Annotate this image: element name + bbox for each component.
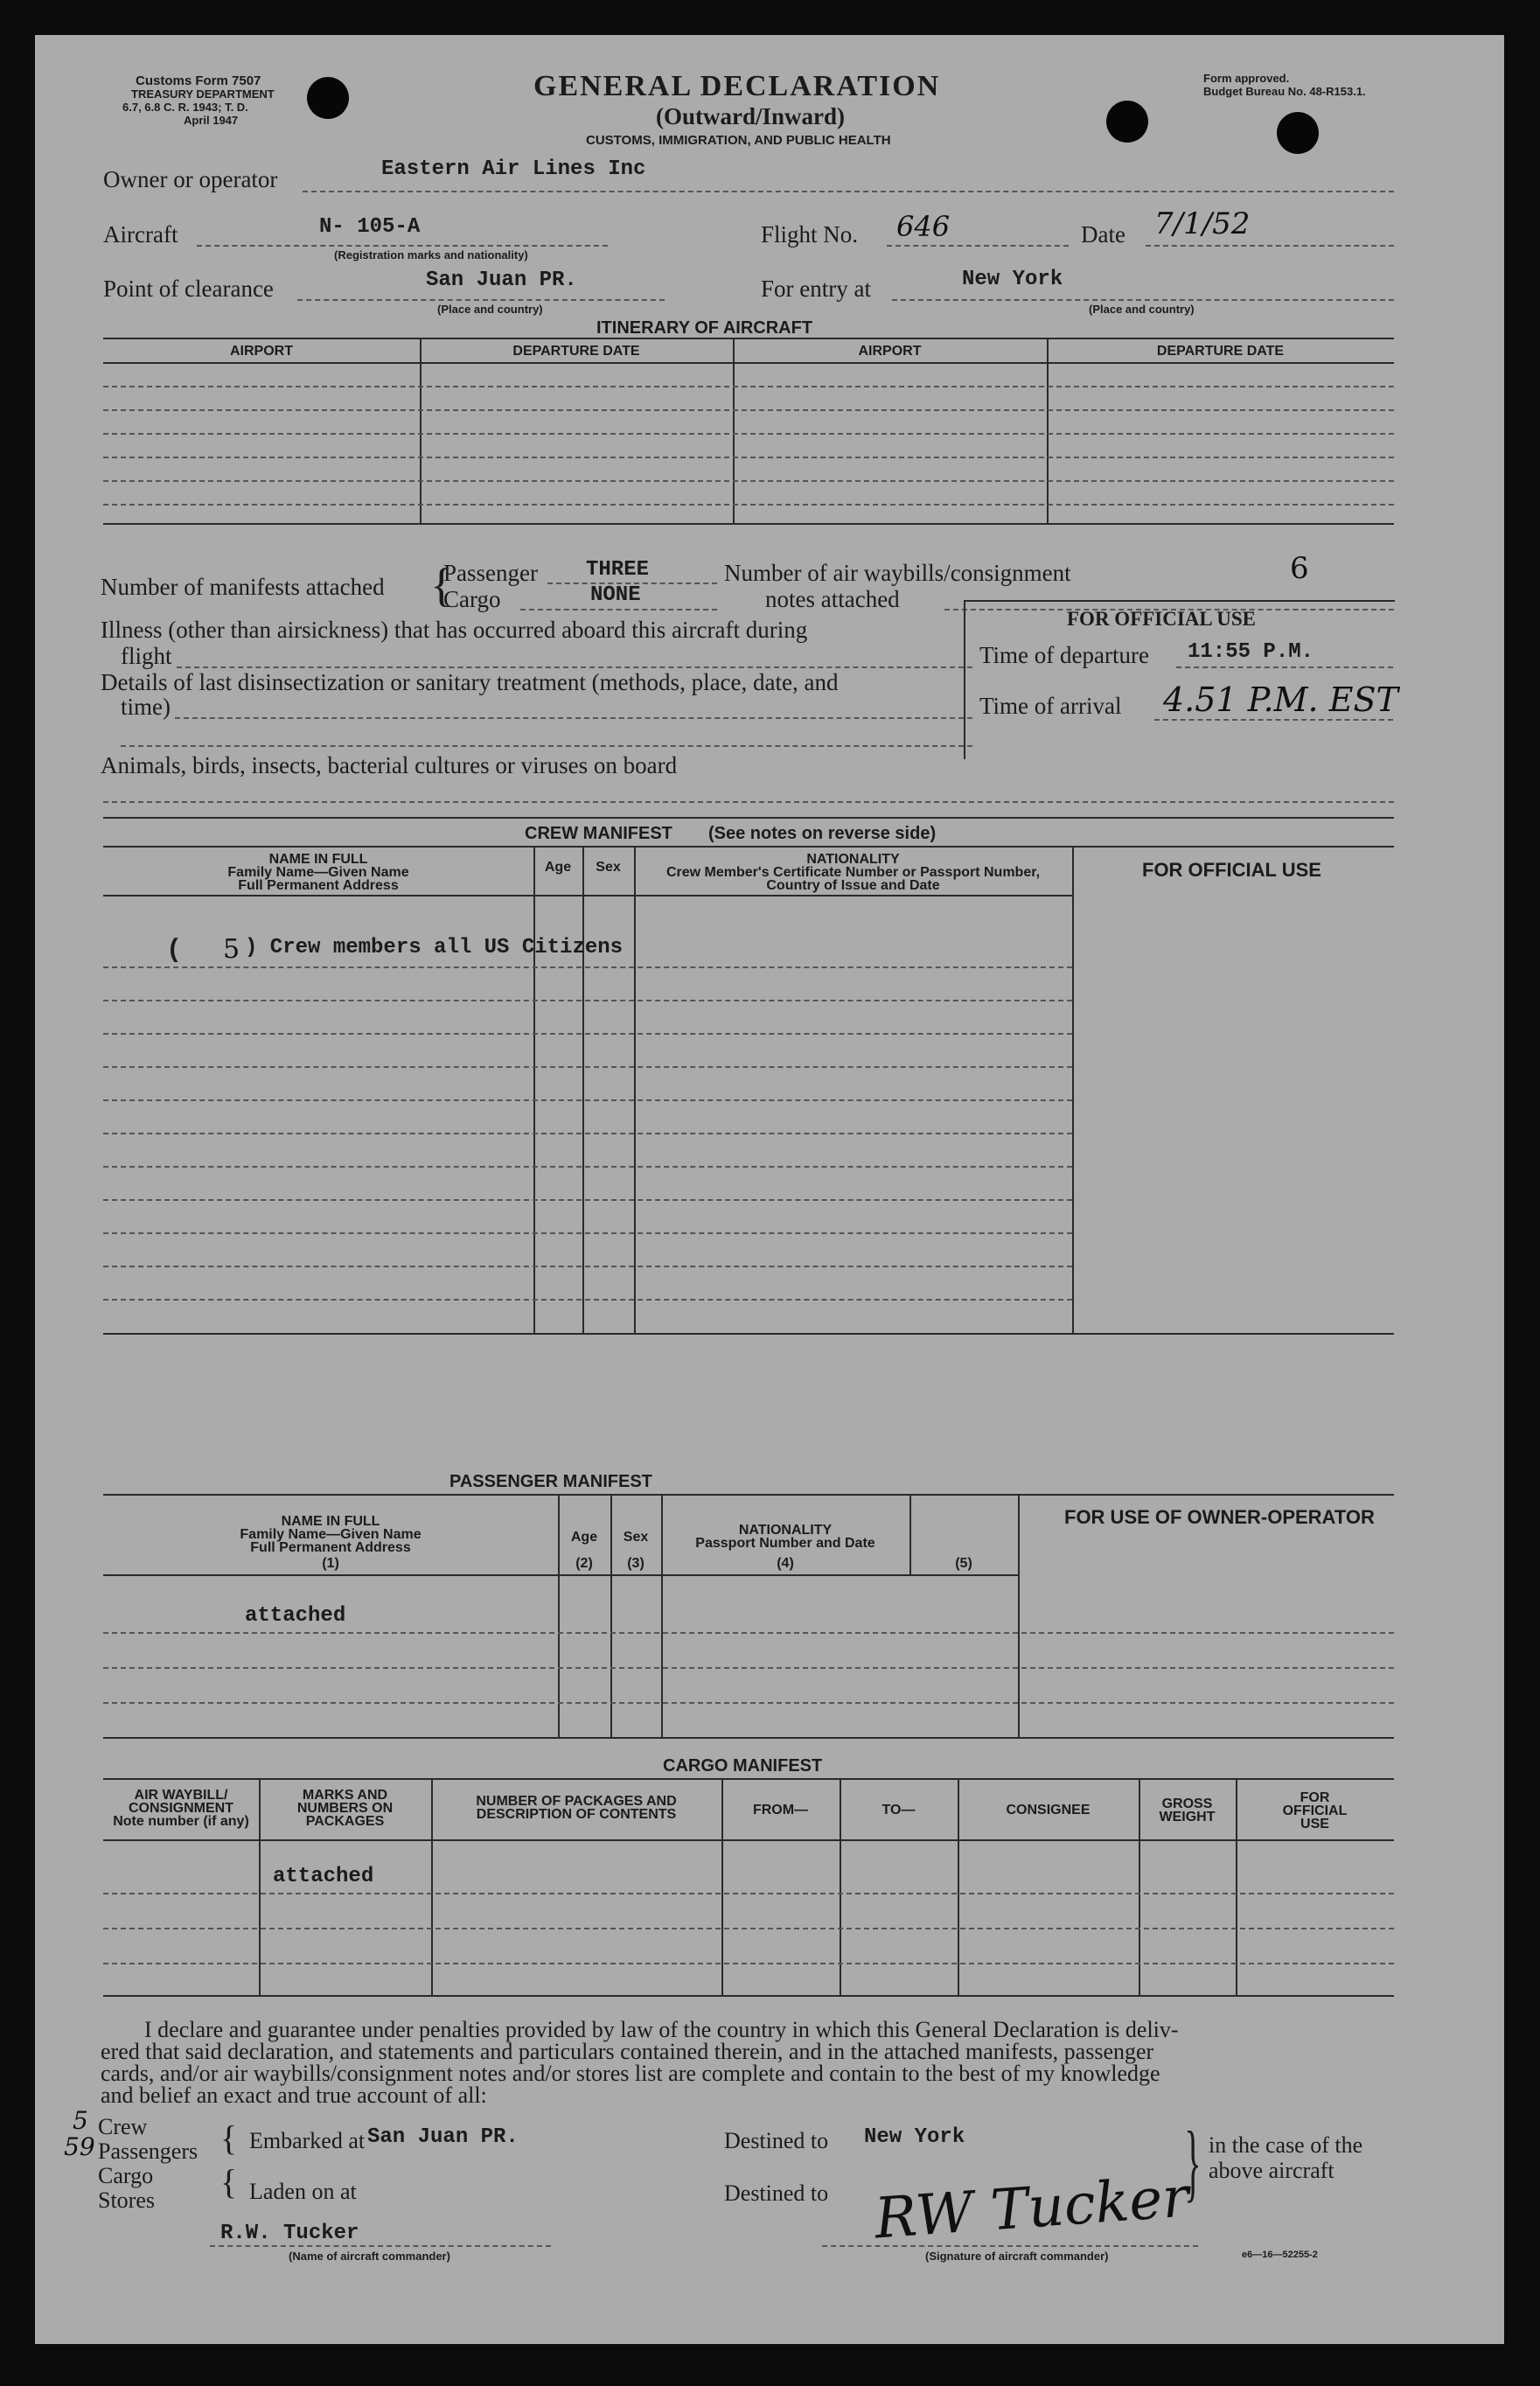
commander-name: R.W. Tucker (220, 2222, 359, 2245)
entry-note: (Place and country) (1089, 303, 1195, 316)
cargo-col-marks: MARKS AND (302, 1788, 388, 1803)
clearance-label: Point of clearance (103, 276, 274, 302)
signature-note: (Signature of aircraft commander) (925, 2250, 1109, 2263)
passenger-manifest-title: PASSENGER MANIFEST (449, 1472, 652, 1491)
passenger-count: THREE (586, 558, 650, 582)
crew-manifest-note: (See notes on reverse side) (708, 824, 937, 843)
punch-hole (1277, 112, 1319, 154)
agencies-line: CUSTOMS, IMMIGRATION, AND PUBLIC HEALTH (586, 133, 891, 148)
crew-col-official-use: FOR OFFICIAL USE (1142, 859, 1321, 881)
form-approved: Form approved. (1203, 72, 1290, 85)
official-use-title: FOR OFFICIAL USE (1067, 608, 1256, 630)
cargo-manifest-title: CARGO MANIFEST (663, 1756, 823, 1776)
aircraft-label: Aircraft (103, 221, 178, 248)
case-text: in the case of the (1209, 2132, 1363, 2158)
disinsect-label: Details of last disinsectization or sanitary treatment (methods, place, date, and (101, 669, 839, 695)
cargo-col-to: TO— (881, 1803, 916, 1817)
arrival-time-value: 4.51 P.M. EST (1163, 680, 1398, 719)
regulations-ref: 6.7, 6.8 C. R. 1943; T. D. (122, 101, 248, 114)
hand-passenger-count: 59 (64, 2132, 95, 2161)
itinerary-col-departure: DEPARTURE DATE (512, 344, 640, 359)
declaration-item-crew: Crew (98, 2114, 148, 2139)
commander-note: (Name of aircraft commander) (289, 2250, 450, 2263)
date-value: 7/1/52 (1154, 206, 1251, 241)
punch-hole (1106, 101, 1148, 143)
embarked-value: San Juan PR. (367, 2125, 519, 2149)
customs-form-number: Customs Form 7507 (136, 73, 261, 88)
flight-label: Flight No. (761, 221, 859, 248)
entry-label: For entry at (761, 276, 871, 302)
crew-col-name: NAME IN FULL (268, 852, 368, 867)
case-text-2: above aircraft (1209, 2158, 1334, 2183)
embarked-label: Embarked at (249, 2128, 366, 2153)
manifests-label: Number of manifests attached (101, 574, 385, 600)
punch-hole (307, 77, 349, 119)
treasury-department: TREASURY DEPARTMENT (131, 87, 275, 101)
declaration-item-cargo: Cargo (98, 2163, 154, 2188)
itinerary-title: ITINERARY OF AIRCRAFT (596, 318, 813, 338)
date-label: Date (1081, 221, 1125, 248)
cargo-col-consignee: CONSIGNEE (1006, 1803, 1091, 1817)
waybills-count: 6 (1290, 551, 1309, 586)
waybills-label-2: notes attached (765, 586, 900, 612)
animals-label: Animals, birds, insects, bacterial cultures or viruses on board (101, 752, 678, 778)
departure-time-label: Time of departure (979, 642, 1149, 668)
departure-time-value: 11:55 P.M. (1188, 640, 1314, 664)
passenger-label: Passenger (443, 560, 538, 586)
declaration-text: I declare and guarantee under penalties provided by law of the country in which this General Declaration is deliv- ered that said declaration, and statements and particulars contained therein, and in the attached manifests, passenger cards, and/or air waybills/consignment notes and/or stores list are complete and contain to the best of my knowledge and belief an exact and true account of all: (101, 2017, 1179, 2108)
form-title: GENERAL DECLARATION (533, 70, 941, 102)
crew-manifest-title: CREW MANIFEST (525, 824, 672, 843)
cargo-label: Cargo (443, 586, 501, 612)
flight-value: 646 (896, 210, 951, 243)
clearance-value: San Juan PR. (426, 269, 577, 292)
illness-label-2: flight (121, 643, 172, 669)
clearance-note: (Place and country) (437, 303, 543, 316)
entry-value: New York (962, 268, 1063, 291)
budget-bureau: Budget Bureau No. 48-R153.1. (1203, 85, 1366, 98)
crew-entry-text: ) Crew members all US Citizens (245, 936, 624, 959)
crew-entry-count: 5 (223, 934, 240, 965)
itinerary-col-departure: DEPARTURE DATE (1156, 344, 1285, 359)
cargo-col-official: FOR (1300, 1790, 1330, 1805)
itinerary-col-airport: AIRPORT (858, 344, 922, 359)
passenger-col-owner-use: FOR USE OF OWNER-OPERATOR (1064, 1506, 1375, 1528)
aircraft-value: N- 105-A (319, 215, 421, 239)
cargo-col-from: FROM— (752, 1803, 809, 1817)
destined-value: New York (864, 2125, 965, 2149)
general-declaration-form: Customs Form 7507 TREASURY DEPARTMENT 6.7, 6.8 C. R. 1943; T. D. April 1947 GENERAL DECLARATION (Outward/Inward) CUSTOMS, IMMIGRATION, AND PUBLIC HEALTH Form approved. Budget Bureau No. 48-R153.1. Owner or operator Eastern Air Lines Inc Aircraft N- 105-A (Registration marks and nationality) Flight No. 646 Date 7/1/52 Point of clearance San Juan PR. (Place and country) For entry at New York (Place and country) ITINERARY OF AIRCRAFT AIRPORT DEPARTURE DATE AIRPORT DEPARTURE DATE Number of manifests attached { Passenger THREE Cargo NONE Number of air waybills/consignment notes attached 6 Illness (other than airsickness) that has occurred aboard this aircraft during flight Details of last disinsectization or sanitary treatment (methods, place, date, and time) FOR OFFICIAL USE Time of departure 11:55 P.M. Time of arrival 4.51 P.M. EST Animals, birds, insects, bacterial cultures or viruses on board CREW MANIFEST (See notes on reverse side) NAME IN FULL Family Name—Given Name Full Permanent Address Age Sex NATIONALITY Crew Member's Certificate Number or Passport Number, Country of Issue and Date FOR OFFICIAL USE ( 5 ) Crew members all US Citizens PASSENGER MANIFEST NAME IN FULL Family Name—Given Name Full Permanent Address Age Sex NATIONALITY Passport Number and Date (1) (2) (3) (4) (5) FOR USE OF OWNER-OPERATOR attached CARGO MANIFEST AIR WAYBILL/ CONSIGNMENT Note number (if any) MARKS AND NUMBERS ON PACKAGES NUMBER OF PACKAGES AND DESCRIPTION OF CONTENTS FROM— TO— CONSIGNEE GROSS WEIGHT FOR OFFICIAL USE attached I declare and guarantee under penalties provided by law of the country in which this General Declaration is deliv- ered that said declaration, and statements and particulars contained therein, and in the attached manifests, passenger cards, and/or air waybills/consignment notes and/or stores list are complete and contain to the best of my knowledge and belief an exact and true account of all: Crew Passengers Cargo Stores 5 59 { { Embarked at San Juan PR. Laden on at Destined to New York Destined to } in the case of the above aircraft R.W. Tucker (Name of aircraft commander) RW Tucker (Signature of aircraft commander) e6—16—52255-2 (35, 35, 1504, 2344)
print-code: e6—16—52255-2 (1242, 2250, 1318, 2260)
waybills-label: Number of air waybills/consignment (724, 560, 1071, 586)
crew-col-sex: Sex (596, 860, 621, 875)
cargo-col-packages: NUMBER OF PACKAGES AND (476, 1794, 677, 1809)
destined-label-2: Destined to (724, 2180, 829, 2206)
cargo-col-weight: GROSS (1161, 1796, 1213, 1811)
crew-col-age: Age (544, 860, 572, 875)
owner-label: Owner or operator (103, 166, 278, 192)
form-date: April 1947 (184, 114, 239, 127)
arrival-time-label: Time of arrival (979, 693, 1122, 719)
declaration-item-passengers: Passengers (98, 2138, 199, 2164)
owner-value: Eastern Air Lines Inc (381, 157, 646, 181)
passenger-entry: attached (245, 1604, 346, 1628)
itinerary-col-airport: AIRPORT (230, 344, 293, 359)
aircraft-note: (Registration marks and nationality) (334, 248, 528, 262)
laden-label: Laden on at (249, 2179, 357, 2204)
disinsect-label-2: time) (121, 694, 171, 720)
passenger-col-age: Age (570, 1530, 598, 1545)
cargo-count: NONE (590, 583, 641, 607)
passenger-col-nationality: NATIONALITY (738, 1523, 833, 1538)
commander-signature: RW Tucker (872, 2165, 1192, 2252)
passenger-col-sex: Sex (623, 1530, 649, 1545)
crew-col-nationality: NATIONALITY (806, 852, 900, 867)
cargo-entry: attached (273, 1865, 374, 1888)
illness-label: Illness (other than airsickness) that has occurred aboard this aircraft during (101, 617, 808, 643)
passenger-col-name: NAME IN FULL (281, 1514, 380, 1529)
crew-entry-paren: ( (166, 936, 183, 966)
declaration-item-stores: Stores (98, 2187, 155, 2213)
form-subtitle: (Outward/Inward) (656, 103, 846, 129)
cargo-col-waybill: AIR WAYBILL/ (134, 1788, 228, 1803)
hand-crew-count: 5 (73, 2106, 88, 2135)
destined-label: Destined to (724, 2128, 829, 2153)
